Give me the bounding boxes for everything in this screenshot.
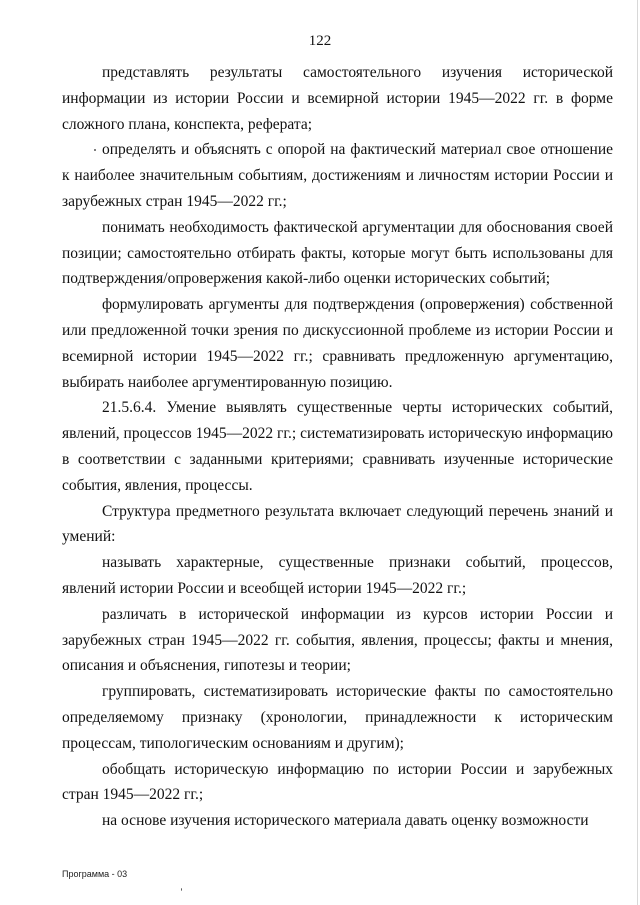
paragraph: на основе изучения исторического материала давать оценку возможности [102, 812, 589, 830]
page-number: 122 [308, 33, 332, 49]
paragraph: 21.5.6.4. Умение выявлять существенные черты исторических событий, явлений, процессов 1945—2022 гг.; систематизировать историческую информацию в соответствии с заданными критериями; сравнивать изученные исторические события, явления, процессы. [62, 399, 613, 494]
paragraph: формулировать аргументы для подтверждения (опровержения) собственной или предложенной точки зрения по дискуссионной проблеме из истории России и всемирной истории 1945—2022 гг.; сравнивать предложенную аргументацию, выбирать наиболее аргументированную позицию. [62, 296, 613, 391]
paragraph: обобщать историческую информацию по истории России и зарубежных стран 1945—2022 гг.; [62, 760, 613, 804]
paragraph: определять и объяснять с опорой на фактический материал свое отношение к наиболее значительным событиям, достижениям и личностям истории России и зарубежных стран 1945—2022 гг.; [62, 141, 613, 210]
scan-speck [181, 888, 182, 891]
scan-speck [94, 149, 96, 151]
paragraph: группировать, систематизировать исторические факты по самостоятельно определяемому признаку (хронологии, принадлежности к историческим процессам, типологическим основаниям и другим); [62, 683, 613, 752]
scan-edge [637, 0, 638, 905]
paragraph: понимать необходимость фактической аргументации для обоснования своей позиции; самостоятельно отбирать факты, которые могут быть использованы для подтверждения/опровержения какой-либо оценки исторических событий; [62, 218, 613, 288]
document-body [62, 60, 613, 834]
paragraph: представлять результаты самостоятельного изучения исторической информации из истории России и всемирной истории 1945—2022 гг. в форме сложного плана, конспекта, реферата; [62, 64, 613, 133]
paragraph: Структура предметного результата включает следующий перечень знаний и умений: [62, 502, 613, 546]
footer-label: Программа - 03 [62, 869, 128, 879]
paragraph: называть характерные, существенные признаки событий, процессов, явлений истории России и всеобщей истории 1945—2022 гг.; [62, 554, 613, 597]
paragraph: различать в исторической информации из курсов истории России и зарубежных стран 1945—2022 гг. события, явления, процессы; факты и мнения, описания и объяснения, гипотезы и теории; [62, 605, 613, 675]
